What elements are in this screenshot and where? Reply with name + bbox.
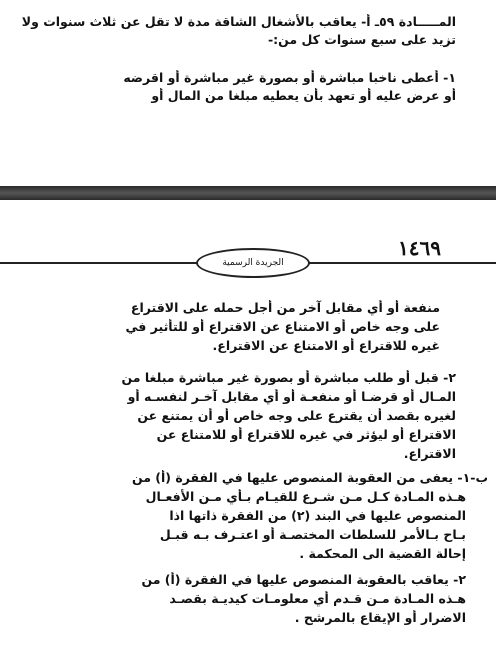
article-59-line-1: المـــــادة ٥٩ـ أ- يعاقب بالأشغال الشاقة مدة لا تقل عن ثلاث سنوات ولا: [21, 14, 456, 29]
gazette-title-oval: [196, 248, 310, 278]
gazette-title: الجريدة الرسمية: [222, 258, 284, 268]
top-page-fragment: [0, 0, 496, 186]
paragraph-b2-line-2: هـذه المـادة مـن قـدم أي معلومـات كيديـة بقصـد: [169, 591, 466, 606]
clause-2-line-4: الاقتراع أو ليؤثر في غيره للاقتراع أو للامتناع عن: [156, 427, 456, 442]
paragraph-b2-line-1: ٢- يعاقب بالعقوبة المنصوص عليها في الفقرة (أ) من: [141, 572, 466, 587]
clause-2-line-1: ٢- قبل أو طلب مباشرة أو بصورة غير مباشرة مبلغا من: [121, 370, 456, 385]
paragraph-b1-line-3: المنصوص عليها في البند (٢) من الفقرة ذاتها اذا: [169, 508, 466, 523]
paragraph-b1-line-4: بـاح بـالأمر للسلطات المختصـة أو اعتـرف بـه قبـل: [159, 527, 466, 542]
continuation-line-2: على وجه خاص أو الامتناع عن الاقتراع أو للتأثير في: [125, 319, 440, 334]
article-59-line-2: تزيد على سبع سنوات كل من:-: [267, 32, 456, 47]
continuation-line-3: غيره للاقتراع أو الامتناع عن الاقتراع.: [212, 338, 440, 353]
paragraph-b1-line-5: إحالة القضية الى المحكمة .: [299, 546, 466, 561]
clause-1-line-2: أو عرض عليه أو تعهد بأن يعطيه مبلغا من المال أو: [151, 88, 456, 103]
page-separator: [0, 186, 496, 200]
clause-2-line-2: المـال أو قرضـا أو منفعـة أو أي مقابل آخـر لنفسـه أو: [127, 389, 456, 404]
paragraph-b2-line-3: الاضرار أو الإيقاع بالمرشح .: [294, 610, 466, 625]
page-number: ١٤٦٩: [398, 236, 441, 260]
clause-1-line-1: ١- أعطى ناخبا مباشرة أو بصورة غير مباشرة أو اقرضه: [123, 70, 456, 85]
paragraph-b1-line-2: هـذه المـادة كـل مـن شـرع للقيـام بـأي مـن الأفعـال: [145, 489, 466, 504]
paragraph-b1-line-1: ب-١- يعفى من العقوبة المنصوص عليها في الفقرة (أ) من: [131, 470, 488, 485]
clause-2-line-3: لغيره بقصد أن يقترع على وجه خاص أو أن يمتنع عن: [137, 408, 456, 423]
clause-2-line-5: الاقتراع.: [403, 446, 456, 461]
continuation-line-1: منفعة أو أي مقابل آخر من أجل حمله على الاقتراع: [130, 300, 440, 315]
